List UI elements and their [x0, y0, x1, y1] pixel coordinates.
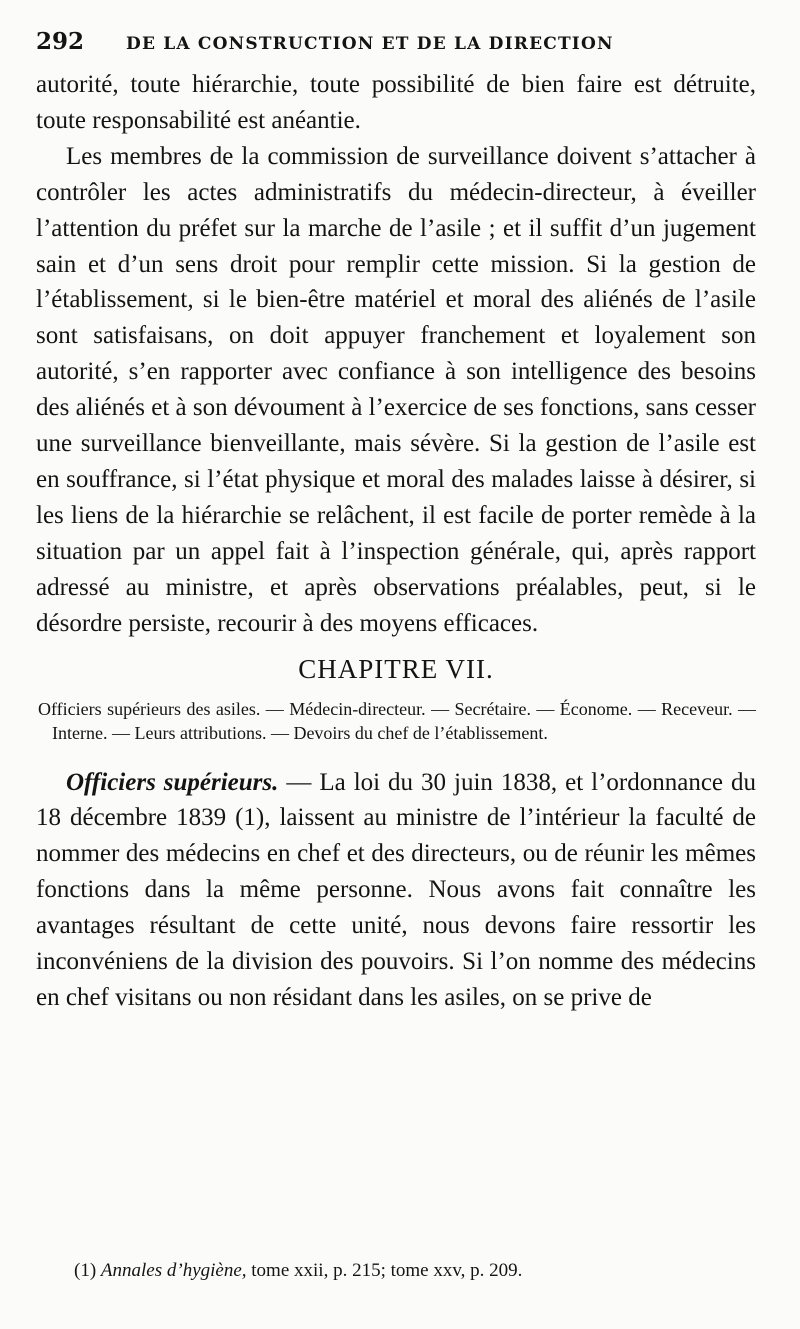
section-text: — La loi du 30 juin 1838, et l’ordonnance du 18 décembre 1839 (1), laissent au ministre de l’intérieur la faculté de nommer des médecins en chef et des directeurs, ou de réunir les mêmes fonctions dans la même personne. Nous avons fait connaître les avantages résultant de cette unité, nous devons faire ressortir les inconvéniens de la division des pouvoirs. Si l’on nomme des médecins en chef visitans ou non résidant dans les asiles, on se prive de — [36, 768, 756, 1011]
running-header — [36, 28, 756, 55]
chapter-heading: CHAPITRE VII. — [298, 653, 494, 684]
chapter-summary: Officiers supérieurs des asiles. — Médecin-directeur. — Secrétaire. — Économe. — Receveur. — Interne. — Leurs attributions. — Devoirs du chef de l’établissement. — [38, 698, 756, 743]
paragraph-commission: Les membres de la commission de surveillance doivent s’attacher à contrôler les actes administratifs du médecin-directeur, à éveiller l’attention du préfet sur la marche de l’asile ; et il suffit d’un jugement sain et d’un sens droit pour remplir cette mission. Si la gestion de l’établissement, si le bien-être matériel et moral des aliénés de l’asile sont satisfaisans, on doit appuyer franchement et loyalement son autorité, s’en rapporter avec confiance à son intelligence des besoins des aliénés et à son dévoument à l’exercice de ses fonctions, sans cesser une surveillance bienveillante, mais sévère. Si la gestion de l’asile est en souffrance, si l’état physique et moral des malades laisse à désirer, si les liens de la hiérarchie se relâchent, il est facile de porter remède à la situation par un appel fait à l’inspection générale, qui, après rapport adressé au ministre, et après observations préalables, peut, si le désordre persiste, recourir à des moyens efficaces. — [36, 142, 756, 637]
footnote-work-title: Annales d’hygiène, — [100, 1260, 247, 1281]
footnote-reference: tome xxii, p. 215; tome xxv, p. 209. — [251, 1260, 523, 1281]
footnote — [74, 1260, 522, 1282]
section-paragraph — [36, 765, 756, 1016]
footnote-marker: (1) — [74, 1260, 97, 1281]
page-number: 292 — [36, 28, 85, 55]
running-title: DE LA CONSTRUCTION ET DE LA DIRECTION — [126, 34, 614, 54]
section-title: Officiers supérieurs. — [66, 768, 279, 796]
paragraph-continuation: autorité, toute hiérarchie, toute possibilité de bien faire est détruite, toute responsabilité est anéantie. — [36, 71, 756, 134]
